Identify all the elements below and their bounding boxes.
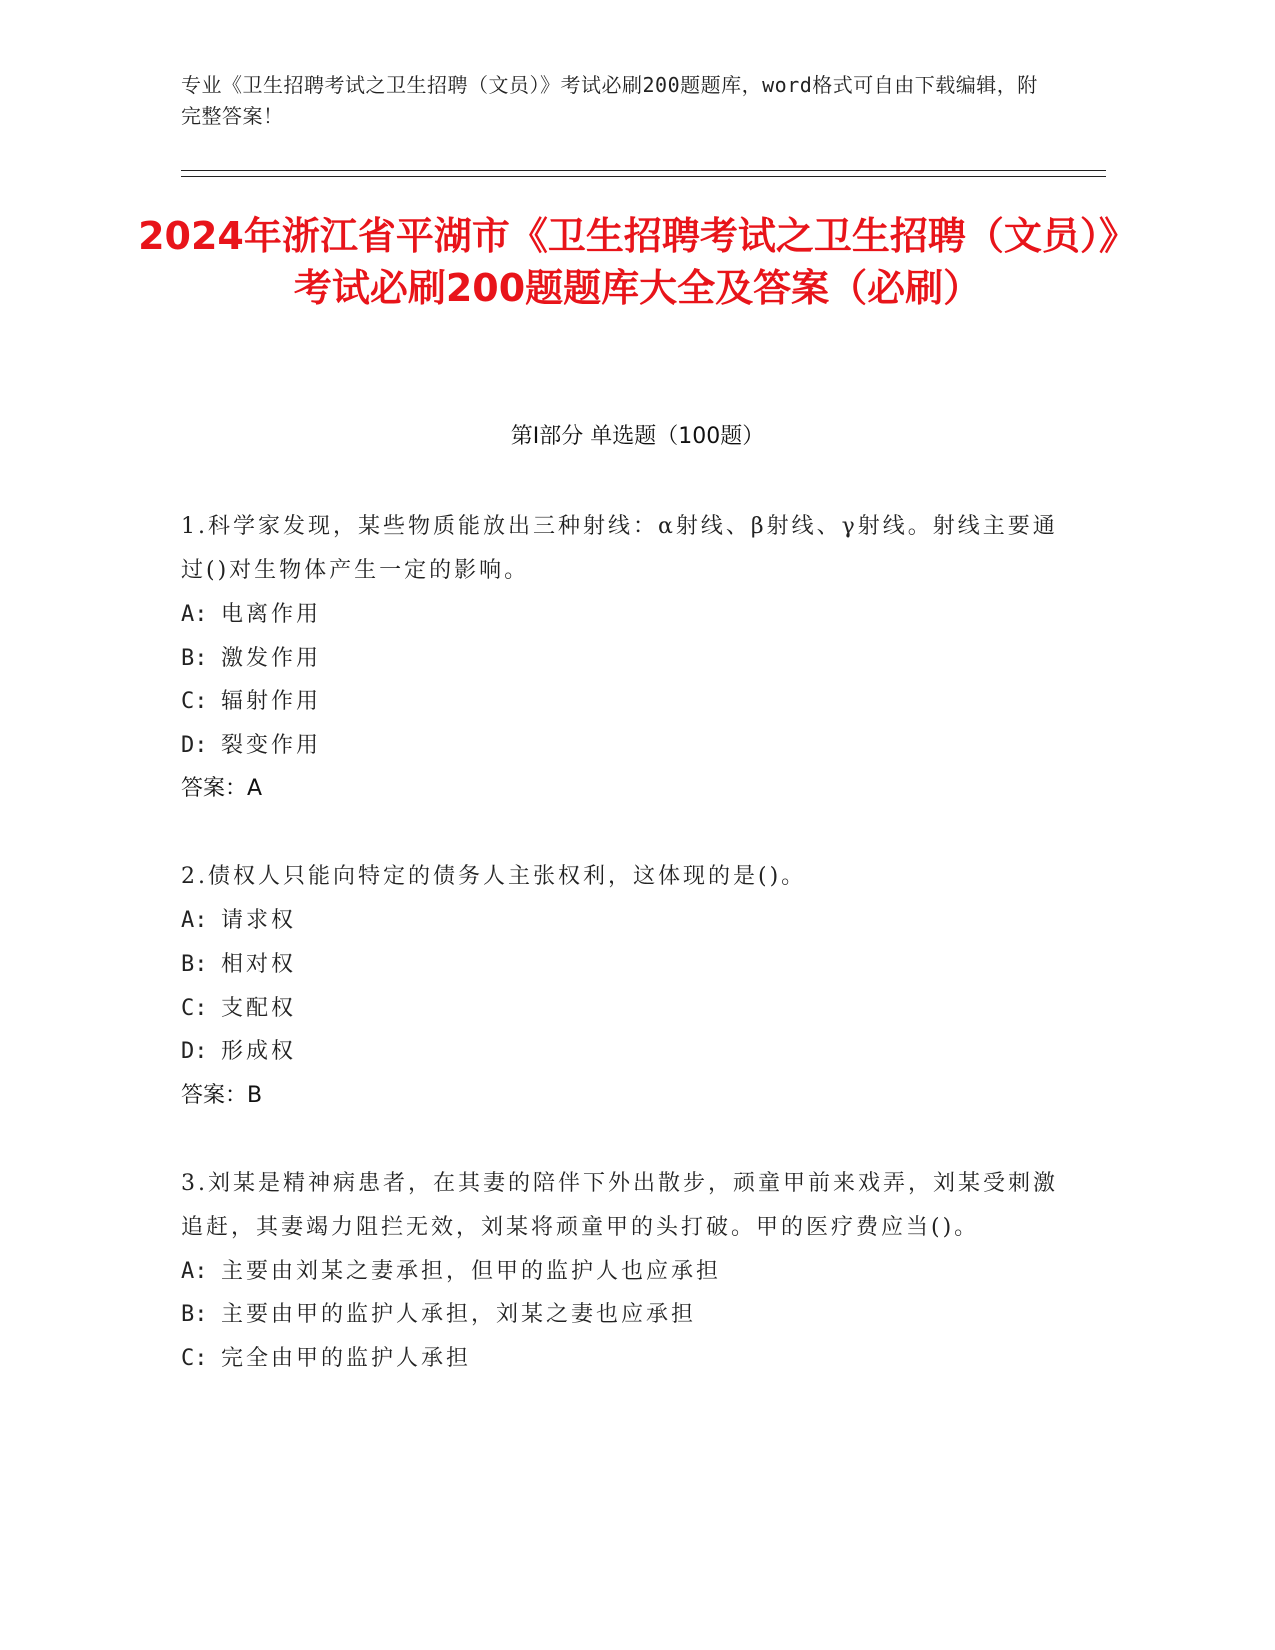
option-text: 激发作用 <box>221 645 322 671</box>
option-text: 裂变作用 <box>221 732 322 758</box>
answer-option <box>181 680 1061 724</box>
answer-option <box>181 724 1061 768</box>
option-letter: B: <box>181 951 208 977</box>
answer-option <box>181 899 1061 943</box>
option-text: 电离作用 <box>221 602 322 627</box>
answer-option <box>181 943 1061 987</box>
section-heading: 第Ⅰ部分 单选题（100题） <box>510 424 765 449</box>
header-note: 专业《卫生招聘考试之卫生招聘（文员）》考试必刷200题题库，word格式可自由下载编辑，附完整答案！ <box>181 73 1038 128</box>
option-letter: B: <box>181 1302 208 1328</box>
header-rule-bottom <box>181 176 1106 177</box>
question-stem: 3.刘某是精神病患者，在其妻的陪伴下外出散步，顽童甲前来戏弄，刘某受刺激追赶，其妻竭力阻拦无效，刘某将顽童甲的头打破。甲的医疗费应当()。 <box>181 1170 1058 1240</box>
answer-option <box>181 637 1061 681</box>
option-letter: A: <box>181 1258 208 1284</box>
answer-option <box>181 1030 1061 1074</box>
option-text: 支配权 <box>221 995 297 1021</box>
option-letter: B: <box>181 645 208 671</box>
question-list <box>181 505 1061 1425</box>
answer-key: 答案：B <box>181 1082 263 1108</box>
option-letter: D: <box>181 1039 208 1065</box>
option-text: 相对权 <box>221 951 297 977</box>
question-block <box>181 855 1061 1117</box>
option-text: 辐射作用 <box>221 689 322 715</box>
answer-option <box>181 1293 1061 1337</box>
option-letter: C: <box>181 689 208 715</box>
question-stem: 2.债权人只能向特定的债务人主张权利，这体现的是()。 <box>181 864 807 890</box>
answer-option <box>181 1337 1061 1381</box>
question-block <box>181 505 1061 811</box>
option-letter: C: <box>181 1345 208 1371</box>
option-text: 完全由甲的监护人承担 <box>221 1345 472 1371</box>
option-text: 请求权 <box>221 908 297 934</box>
answer-option <box>181 593 1061 637</box>
header-rule-top <box>181 170 1106 171</box>
answer-option <box>181 1250 1061 1294</box>
answer-option <box>181 987 1061 1031</box>
option-text: 形成权 <box>221 1039 297 1065</box>
option-letter: A: <box>181 602 208 627</box>
question-block <box>181 1162 1061 1381</box>
answer-key: 答案：A <box>181 776 263 802</box>
option-text: 主要由刘某之妻承担，但甲的监护人也应承担 <box>221 1258 722 1284</box>
option-letter: D: <box>181 732 208 758</box>
document-title: 2024年浙江省平湖市《卫生招聘考试之卫生招聘（文员）》考试必刷200题题库大全及答案（必刷） <box>138 214 1137 310</box>
option-text: 主要由甲的监护人承担，刘某之妻也应承担 <box>221 1302 697 1328</box>
option-letter: C: <box>181 995 208 1021</box>
option-letter: A: <box>181 908 208 934</box>
question-stem: 1.科学家发现，某些物质能放出三种射线：α射线、β射线、γ射线。射线主要通过()对生物体产生一定的影响。 <box>181 514 1058 583</box>
